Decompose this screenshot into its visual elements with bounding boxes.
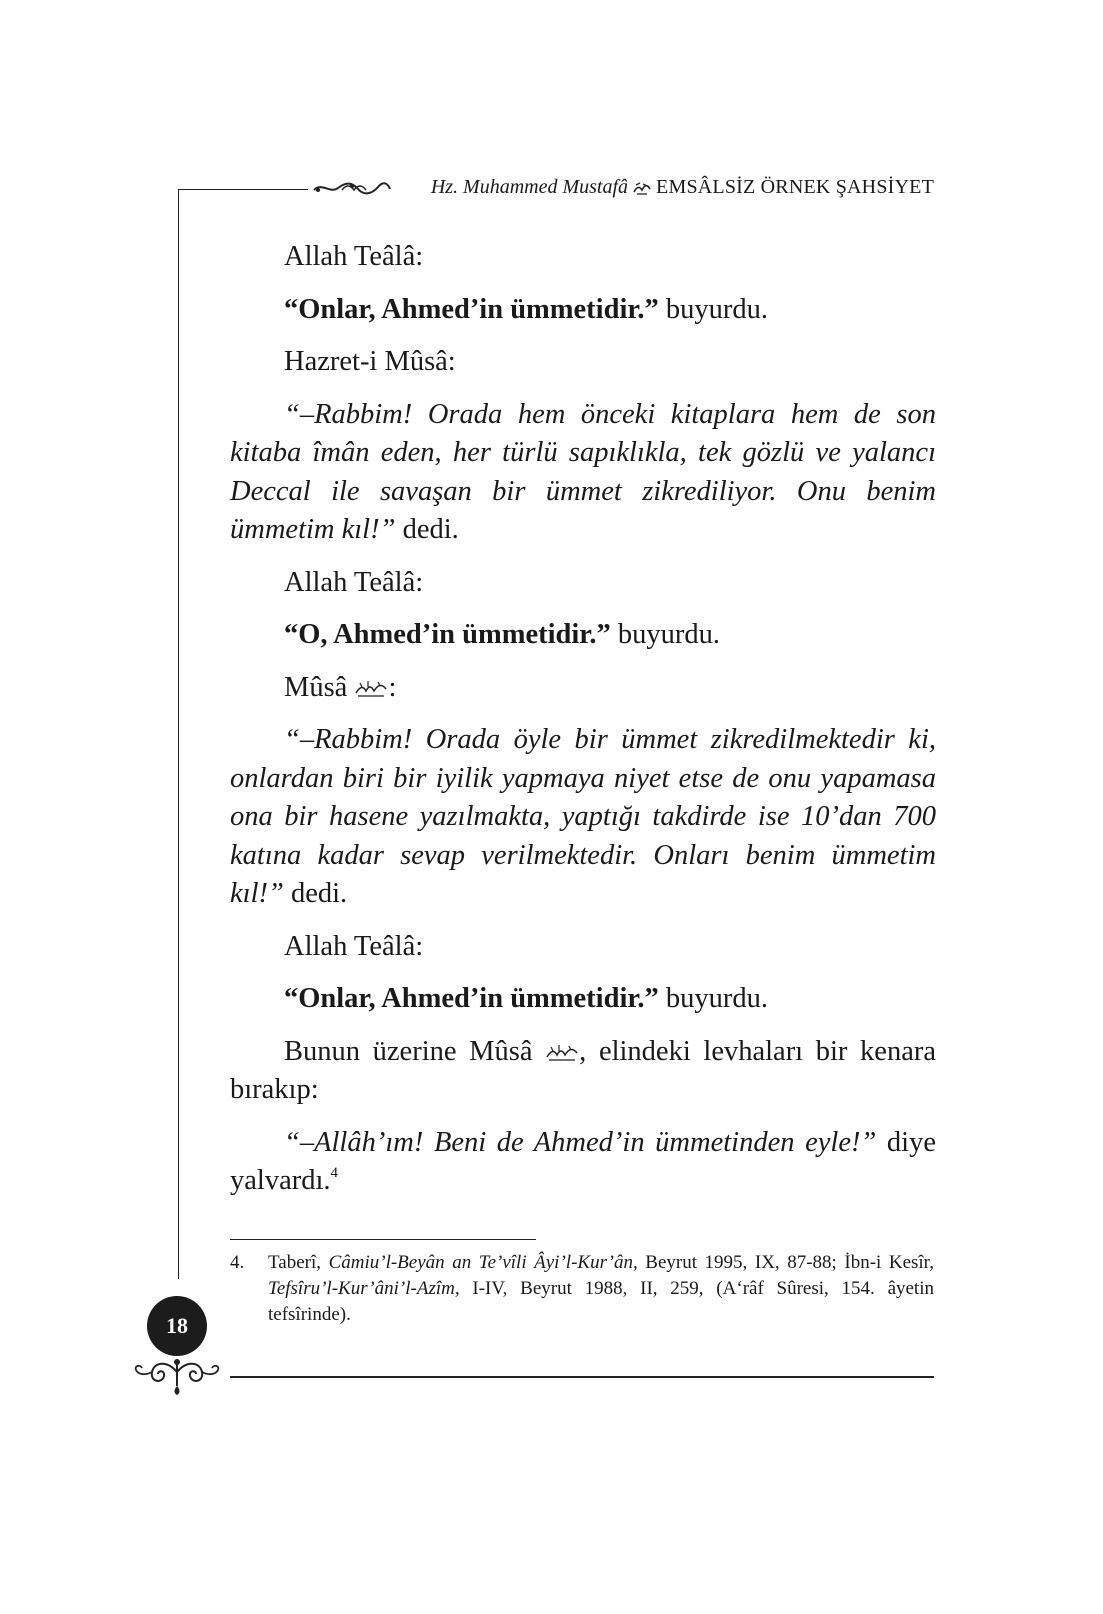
quote-italic: “–Rabbim! Orada hem önceki kitaplara hem de son kitaba îmân eden, her türlü sapıklıkla, tek gözlü ve yalancı Deccal ile savaşan bir ümmet zikrediliyor. Onu benim ümmetim kıl!” [230,398,936,545]
quote-tail: dedi. [283,878,348,909]
paragraph-3 [230,343,936,382]
floral-ornament-icon [132,1356,222,1396]
quote-tail: diye yalvardı. [230,1126,936,1196]
paragraph-11 [230,1033,936,1110]
footnote-text: Taberî, [268,1252,329,1273]
quote-tail: buyurdu. [658,293,769,325]
paragraph-7 [230,669,936,708]
footnote-reference[interactable]: 4 [330,1165,339,1181]
colon: : [388,671,397,703]
quote-italic: “–Rabbim! Orada öyle bir ümmet zikredilmektedir ki, onlardan biri bir iyilik yapmaya niyet etse de onu yapamasa ona bir hasene yazılmakta, yaptığı takdirde ise 10’dan 700 katına kadar sevap verilmektedir. Onları benim ümmetim kıl!” [230,724,936,909]
narration-text: , elindeki levhaları bir kenara bırakıp: [230,1035,937,1105]
body-text [230,238,936,1215]
frame-top-rule [178,189,308,190]
footnote-number: 4. [230,1252,245,1273]
quote-bold: “Onlar, Ahmed’in ümmetidir.” [284,293,659,325]
footnote-text: I-IV, Beyrut 1988, II, 259, (A‘râf Sûresi, 154. âyetin tefsîrinde). [268,1278,934,1325]
footnote [230,1250,934,1328]
footnote-book-title: Câmiu’l-Beyân an Te’vîli Âyi’l-Kur’ân, [328,1252,638,1273]
paragraph-8 [230,721,936,914]
sallallahu-alayhi-wasallam-icon [633,180,651,196]
paragraph-9 [230,928,936,967]
page-number-badge [147,1296,207,1356]
footnote-text: Beyrut 1995, IX, 87-88; İbn-i Kesîr, [637,1252,934,1273]
quote-italic: “–Allâh’ım! Beni de Ahmed’in ümmetinden eyle!” [284,1126,877,1158]
paragraph-2 [230,291,936,330]
quote-bold: “Onlar, Ahmed’in ümmetidir.” [284,983,659,1014]
paragraph-10 [230,980,936,1019]
running-head-title: EMSÂLSİZ ÖRNEK ŞAHSİYET [656,176,934,198]
quote-tail: buyurdu. [658,983,769,1014]
running-head-author: Hz. Muhammed Mustafâ [430,176,629,198]
alayhissalam-icon [354,679,388,699]
speaker-label: Allah Teâlâ: [284,566,424,598]
speaker-label: Allah Teâlâ: [284,930,424,962]
paragraph-6 [230,616,936,655]
page-number: 18 [166,1313,188,1338]
footnote-rule [230,1239,536,1240]
scroll-ornament-icon [312,180,392,196]
paragraph-1 [230,238,936,277]
speaker-name: Mûsâ [284,671,348,703]
paragraph-4 [230,396,936,550]
paragraph-12 [230,1124,936,1201]
speaker-label: Hazret-i Mûsâ: [284,346,456,377]
narration-text: Bunun üzerine Mûsâ [284,1035,533,1067]
quote-tail: dedi. [395,514,459,545]
quote-bold: “O, Ahmed’in ümmetidir.” [284,619,611,650]
paragraph-5 [230,564,936,603]
frame-left-rule [178,189,179,1279]
footnote-book-title: Tefsîru’l-Kur’âni’l-Azîm, [268,1278,460,1299]
bottom-rule [230,1376,934,1378]
quote-tail: buyurdu. [610,619,720,650]
footnote-body [268,1250,934,1328]
alayhissalam-icon [545,1043,579,1063]
running-head [400,176,934,202]
speaker-label: Allah Teâlâ: [284,241,424,272]
